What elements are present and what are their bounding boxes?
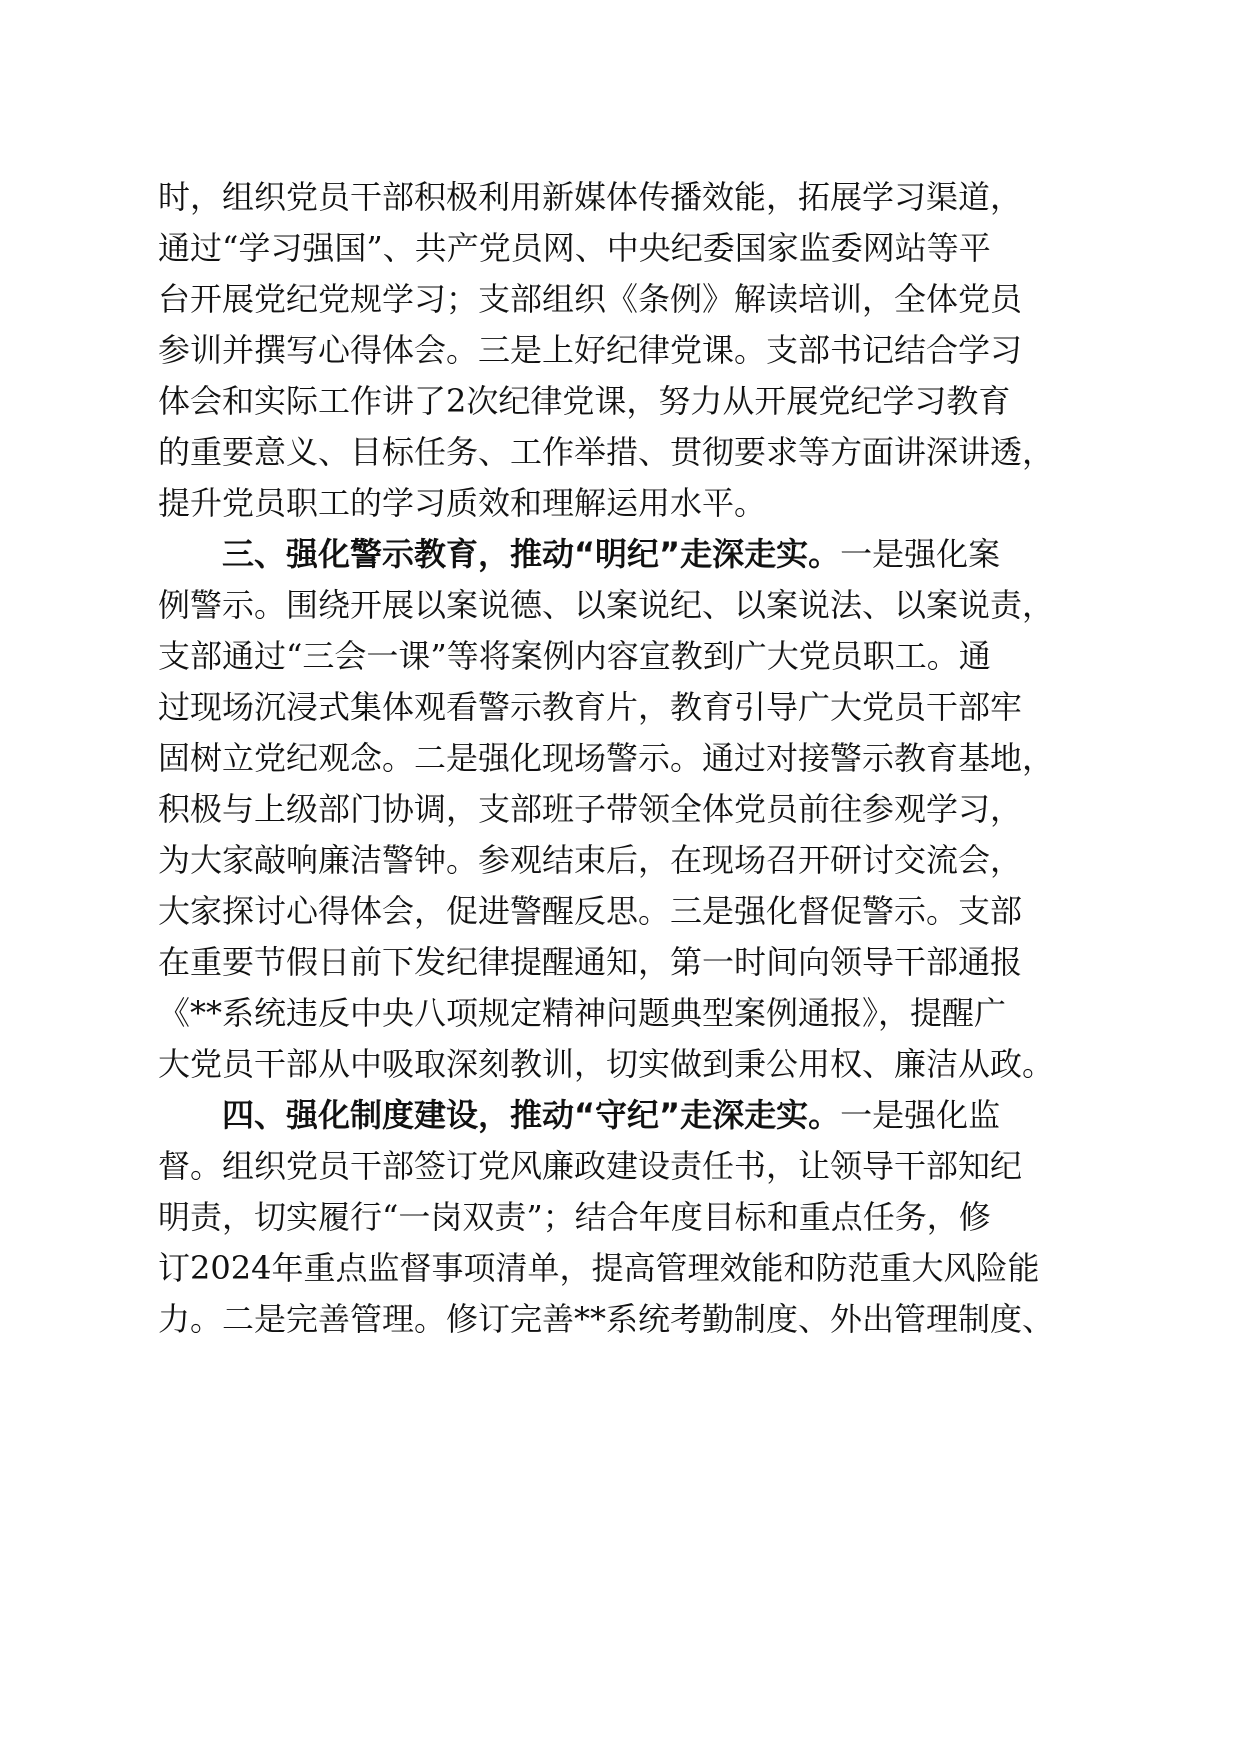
text-line: 台开展党纪党规学习；支部组织《条例》解读培训，全体党员: [158, 280, 1023, 318]
text-line: 体会和实际工作讲了2次纪律党课，努力从开展党纪学习教育: [158, 382, 1011, 420]
text-line: 提升党员职工的学习质效和理解运用水平。: [158, 484, 767, 522]
text-line: 大家探讨心得体会，促进警醒反思。三是强化督促警示。支部: [158, 892, 1023, 930]
text-line: 的重要意义、目标任务、工作举措、贯彻要求等方面讲深讲透，: [158, 433, 1055, 471]
text-line: 例警示。围绕开展以案说德、以案说纪、以案说法、以案说责，: [158, 586, 1055, 624]
text-line: 《**系统违反中央八项规定精神问题典型案例通报》，提醒广: [158, 994, 1007, 1032]
section-3-first-line-text: 一是强化案: [840, 535, 1001, 573]
section-3-first-line: [158, 529, 1088, 580]
text-line: 固树立党纪观念。二是强化现场警示。通过对接警示教育基地，: [158, 739, 1055, 777]
paragraph-continuation: [158, 172, 1088, 529]
document-page: [158, 172, 1088, 1345]
text-line: 积极与上级部门协调，支部班子带领全体党员前往参观学习，: [158, 790, 1023, 828]
section-3-paragraph: [158, 529, 1088, 1090]
text-line: 通过“学习强国”、共产党员网、中央纪委国家监委网站等平: [158, 229, 991, 267]
text-line: 支部通过“三会一课”等将案例内容宣教到广大党员职工。通: [158, 637, 991, 675]
text-line: 力。二是完善管理。修订完善**系统考勤制度、外出管理制度、: [158, 1300, 1055, 1338]
text-line: 在重要节假日前下发纪律提醒通知，第一时间向领导干部通报: [158, 943, 1023, 981]
text-line: 时，组织党员干部积极利用新媒体传播效能，拓展学习渠道，: [158, 178, 1023, 216]
text-line: 大党员干部从中吸取深刻教训，切实做到秉公用权、廉洁从政。: [158, 1045, 1055, 1083]
text-line: 参训并撰写心得体会。三是上好纪律党课。支部书记结合学习: [158, 331, 1023, 369]
text-line: 过现场沉浸式集体观看警示教育片，教育引导广大党员干部牢: [158, 688, 1023, 726]
text-line: 明责，切实履行“一岗双责”；结合年度目标和重点任务，修: [158, 1198, 991, 1236]
text-line: 订2024年重点监督事项清单，提高管理效能和防范重大风险能: [158, 1249, 1040, 1287]
section-4-heading: 四、强化制度建设，推动“守纪”走深走实。: [222, 1096, 841, 1134]
section-4-paragraph: [158, 1090, 1088, 1345]
text-line: 为大家敲响廉洁警钟。参观结束后，在现场召开研讨交流会，: [158, 841, 1023, 879]
section-4-first-line: [158, 1090, 1088, 1141]
text-line: 督。组织党员干部签订党风廉政建设责任书，让领导干部知纪: [158, 1147, 1023, 1185]
section-4-first-line-text: 一是强化监: [840, 1096, 1001, 1134]
section-3-heading: 三、强化警示教育，推动“明纪”走深走实。: [222, 535, 841, 573]
